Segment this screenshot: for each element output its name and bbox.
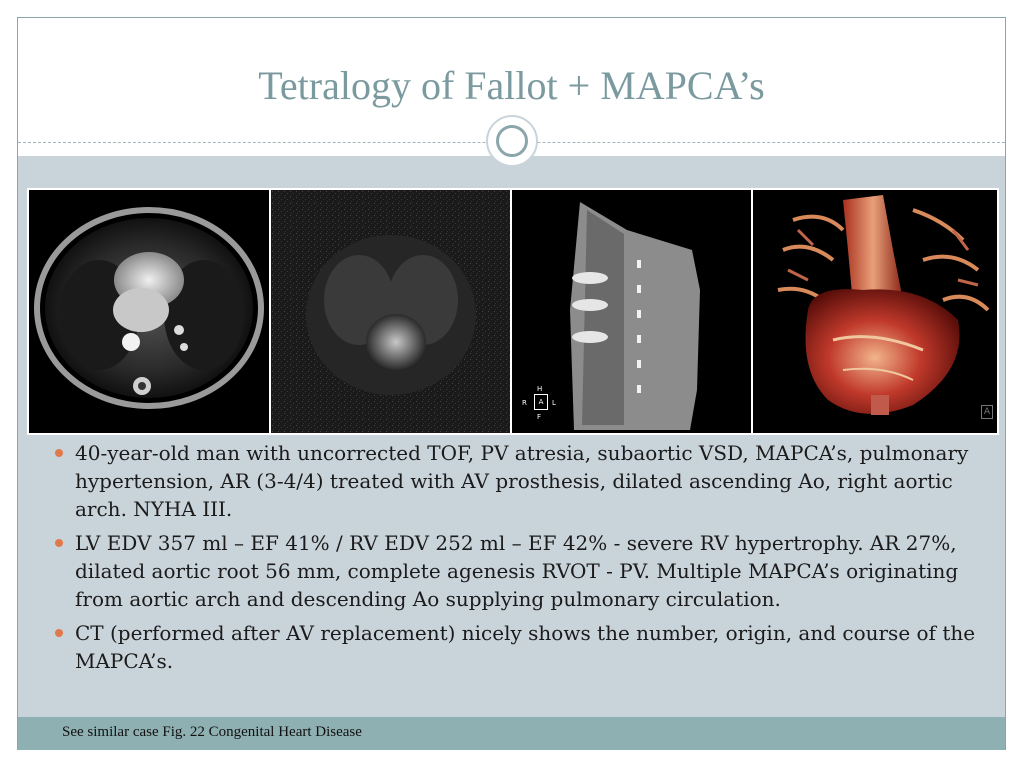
circle-ornament-inner (496, 125, 528, 157)
footer-band (18, 717, 1005, 750)
orientation-left: R (522, 399, 527, 407)
mri-axial-chest-image (29, 190, 269, 433)
bullet-text: 40-year-old man with uncorrected TOF, PV atresia, subaortic VSD, MAPCA’s, pulmonary hypertension, AR (3-4/4) treated with AV prosthesis, dilated ascending Ao, right aortic arch. NYHA III. (75, 441, 969, 521)
mri-perfusion-lung-image (271, 190, 510, 433)
bullet-item (55, 439, 990, 523)
slide-frame (17, 17, 1006, 750)
bullet-dot-icon (55, 449, 63, 457)
bullet-text: CT (performed after AV replacement) nicely shows the number, origin, and course of the MAPCA’s. (75, 621, 976, 673)
orientation-corner-icon: A (981, 405, 993, 419)
footer-text: See similar case Fig. 22 Congenital Heart Disease (62, 724, 362, 740)
orientation-bottom: F (537, 413, 542, 421)
orientation-top: H (537, 385, 543, 393)
bullet-list (55, 439, 990, 681)
ct-3d-heart-rendering-image (753, 190, 997, 433)
bullet-text: LV EDV 357 ml – EF 41% / RV EDV 252 ml – EF 42% - severe RV hypertrophy. AR 27%, dilated aortic root 56 mm, complete agenesis RVOT - PV. Multiple MAPCA’s originating from aortic arch and descending Ao supplying pulmonary circulation. (75, 531, 959, 611)
orientation-center: A (534, 394, 548, 410)
bullet-dot-icon (55, 629, 63, 637)
bullet-item (55, 529, 990, 613)
image-strip (27, 188, 999, 435)
orientation-marker-icon (522, 385, 558, 421)
orientation-right: L (552, 399, 556, 407)
circle-ornament-icon (486, 115, 538, 167)
bullet-item (55, 619, 990, 675)
ct-sagittal-chest-image (512, 190, 751, 433)
bullet-dot-icon (55, 539, 63, 547)
slide-title: Tetralogy of Fallot + MAPCA’s (258, 63, 765, 108)
